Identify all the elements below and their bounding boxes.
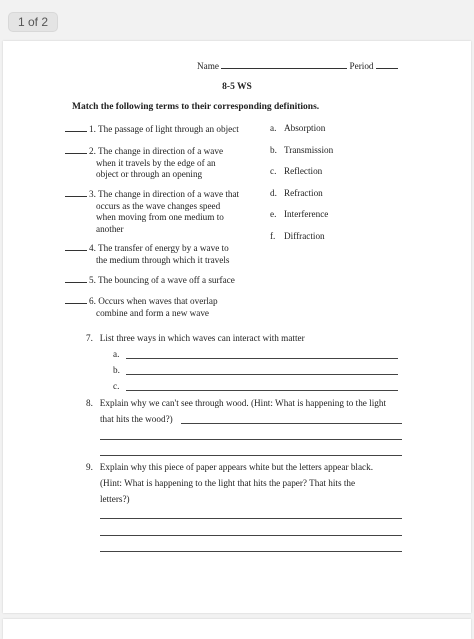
q7-label-a: a.	[113, 349, 120, 359]
answer-blank[interactable]	[65, 242, 87, 251]
period-label: Period	[349, 61, 374, 71]
q9-answer-line-1[interactable]	[100, 518, 402, 519]
matching-question-4: 4. The transfer of energy by a wave to the medium through which it travels	[65, 242, 260, 266]
q7-answer-line-b[interactable]	[126, 374, 398, 375]
q8-answer-line-1[interactable]	[181, 423, 402, 424]
name-blank[interactable]	[221, 60, 347, 69]
worksheet-title: 8-5 WS	[222, 82, 252, 92]
option-d: d. Refraction	[270, 188, 323, 198]
next-page-edge	[3, 619, 471, 639]
name-label: Name	[197, 61, 219, 71]
answer-blank[interactable]	[65, 123, 87, 132]
page-indicator: 1 of 2	[8, 12, 58, 32]
q7-label-c: c.	[113, 381, 120, 391]
question-8-continued: that hits the wood?)	[100, 414, 173, 424]
question-9-hint: (Hint: What is happening to the light that hits the paper? That hits the	[100, 478, 356, 488]
question-9: 9. Explain why this piece of paper appears white but the letters appear black.	[86, 462, 374, 472]
name-period-row	[197, 60, 398, 71]
option-f: f. Diffraction	[270, 231, 325, 241]
option-b: b. Transmission	[270, 145, 334, 155]
option-a: a. Absorption	[270, 123, 326, 133]
q8-answer-line-3[interactable]	[100, 455, 402, 456]
q7-answer-line-c[interactable]	[126, 390, 398, 391]
q9-answer-line-3[interactable]	[100, 551, 402, 552]
answer-blank[interactable]	[65, 145, 87, 154]
matching-question-1: 1. The passage of light through an object	[65, 123, 260, 136]
q7-answer-line-a[interactable]	[126, 358, 398, 359]
answer-blank[interactable]	[65, 295, 87, 304]
instructions: Match the following terms to their corresponding definitions.	[72, 102, 320, 112]
q8-answer-line-2[interactable]	[100, 439, 402, 440]
matching-question-2: 2. The change in direction of a wave when it travels by the edge of an object or through an opening	[65, 145, 260, 181]
question-9-continued: letters?)	[100, 494, 130, 504]
matching-question-5: 5. The bouncing of a wave off a surface	[65, 274, 260, 287]
answer-blank[interactable]	[65, 188, 87, 197]
answer-blank[interactable]	[65, 274, 87, 283]
option-c: c. Reflection	[270, 166, 323, 176]
matching-question-3: 3. The change in direction of a wave that occurs as the wave changes speed when moving from one medium to another	[65, 188, 260, 235]
q9-answer-line-2[interactable]	[100, 535, 402, 536]
period-blank[interactable]	[376, 60, 398, 69]
option-e: e. Interference	[270, 209, 329, 219]
question-7: 7. List three ways in which waves can interact with matter	[86, 333, 305, 343]
q7-label-b: b.	[113, 365, 120, 375]
matching-question-6: 6. Occurs when waves that overlap combine and form a new wave	[65, 295, 260, 319]
question-8: 8. Explain why we can't see through wood. (Hint: What is happening to the light	[86, 398, 387, 408]
